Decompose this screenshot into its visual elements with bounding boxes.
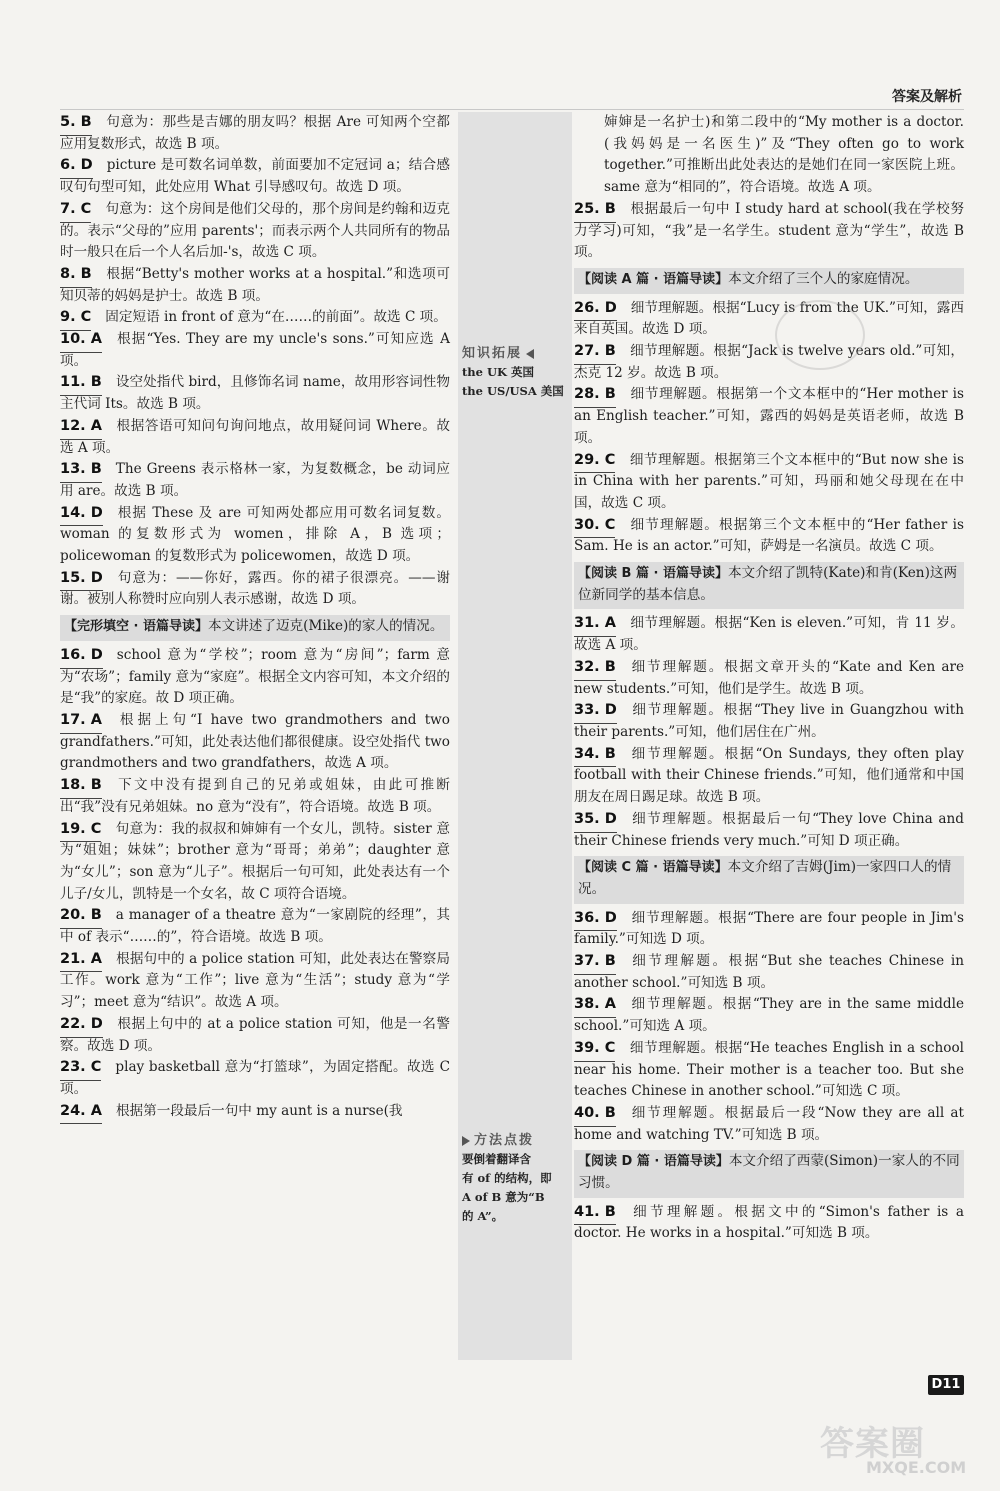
tip-line: A of B 意为“B [462,1190,545,1204]
answer-explanation: school 意为“学校”；room 意为“房间”；farm 意为“农场”；family 意为“家庭”。根据全文内容可知，本文介绍的是“我”的家庭。故 D 项正确。 [60,646,450,707]
answer-item [574,341,964,384]
answer-explanation: 根据上句“I have two grandmothers and two grandfathers.”可知，此处表达他们都很健康。设空处指代 two grandmothers and two grandfathers，故选 A 项。 [60,711,450,772]
answer-explanation: 细节理解题。根据“Lucy is from the UK.”可知，露西来自英国。故选 D 项。 [574,299,964,338]
site-logo: 答案圈 [820,1424,925,1464]
answer-explanation: 固定短语 in front of 意为“在……的前面”。故选 C 项。 [105,309,447,326]
tip-line: the US/USA 美国 [462,384,564,398]
answer-number: 10. A [60,329,102,351]
answer-explanation: 细节理解题。根据“Ken is eleven.”可知，肯 11 岁。故选 A 项。 [574,615,964,654]
answer-explanation: a manager of a theatre 意为“一家剧院的经理”，其中 of 表示“……的”，符合语境。故选 B 项。 [60,907,450,946]
answer-item [60,1101,450,1123]
answer-explanation: The Greens 表示格林一家，为复数概念，be 动词应用 are。故选 B 项。 [60,461,450,499]
method-tip [462,1131,552,1226]
guide-tag: 【阅读 C 篇 · 语篇导读】 [578,860,728,876]
answer-item [60,710,450,775]
answer-item [60,949,450,1014]
answer-number: 28. B [574,384,616,406]
answer-explanation: 细节理解题。根据“On Sundays, they often play football with their Chinese friends.”可知，他们通常和中国朋友在周日踢足球。故选 B 项。 [574,745,964,806]
answer-explanation: 细节理解题。根据“They live in Guangzhou with their parents.”可知，他们居住在广州。 [574,702,964,740]
tip-line: the UK 英国 [462,365,535,379]
arrow-left-icon [526,349,534,359]
answer-item [60,1014,450,1057]
answer-number: 17. A [60,710,102,732]
answer-item [60,775,450,818]
guide-text: 本文介绍了凯特(Kate)和肯(Ken)这两位新同学的基本信息。 [578,565,958,603]
tip-line: 有 of 的结构，即 [462,1171,552,1185]
answer-item [60,329,450,372]
answer-explanation: 细节理解题。根据“But she teaches Chinese in another school.”可知选 B 项。 [574,953,964,991]
answer-number: 36. D [574,908,617,930]
answer-number: 39. C [574,1038,615,1060]
answer-explanation: 根据“Yes. They are my uncle's sons.”可知应选 A 项。 [60,331,450,369]
answer-number: 13. B [60,459,102,481]
answer-item [574,613,964,656]
answer-item [60,155,450,198]
answer-explanation: 细节理解题。根据最后一句“They love China and their Chinese friends very much.”可知 D 项正确。 [574,810,964,849]
answer-explanation: 细节理解题。根据第三个文本框中的“But now she is in China with her parents.”可知，玛丽和她父母现在在中国，故选 C 项。 [574,451,964,511]
answer-explanation: 细节理解题。根据“There are four people in Jim's family.”可知选 D 项。 [574,909,964,948]
answer-number: 25. B [574,199,616,221]
answer-explanation: 根据第一段最后一句中 my aunt is a nurse(我 [115,1102,403,1119]
answer-number: 21. A [60,949,102,971]
guide-text: 本文讲述了迈克(Mike)的家人的情况。 [208,618,444,635]
guide-text: 本文介绍了西蒙(Simon)一家人的不同习惯。 [578,1153,960,1192]
method-tip-body [462,1150,552,1226]
reading-d-guide [574,1150,964,1197]
knowledge-tip [462,344,564,401]
answer-item [60,112,450,155]
answer-item [574,994,964,1037]
answer-item [574,1038,964,1103]
answer-item [574,908,964,951]
answer-number: 38. A [574,994,616,1016]
answer-number: 34. B [574,744,616,766]
answer-number: 15. D [60,568,103,590]
answer-number: 27. B [574,341,616,363]
tip-line: 的 A”。 [462,1209,504,1223]
answer-item [574,951,964,994]
answer-explanation: 下文中没有提到自己的兄弟或姐妹，由此可推断出“我”没有兄弟姐妹。no 意为“没有”，符合语境。故选 B 项。 [60,777,450,815]
answer-item [60,416,450,459]
guide-tag: 【阅读 D 篇 · 语篇导读】 [578,1154,729,1170]
answer-number: 33. D [574,700,617,722]
answer-number: 14. D [60,503,103,525]
answer-explanation: 细节理解题。根据文中的“Simon's father is a doctor. He works in a hospital.”可知选 B 项。 [574,1203,964,1242]
answer-explanation: picture 是可数名词单数，前面要加不定冠词 a；结合感叹句句型可知，此处应用 What 引导感叹句。故选 D 项。 [60,157,450,196]
header-divider [60,109,964,110]
answer-explanation: 细节理解题。根据第三个文本框中的“Her father is Sam. He is an actor.”可知，萨姆是一名演员。故选 C 项。 [574,516,964,555]
answer-item [574,744,964,809]
answer-number: 19. C [60,819,101,841]
answer-number: 30. C [574,515,615,537]
answer-explanation: 细节理解题。根据“Jack is twelve years old.”可知，杰克 12 岁。故选 B 项。 [574,343,964,381]
answer-number: 20. B [60,905,102,927]
cloze-guide [60,615,450,641]
answer-explanation: 句意为：这个房间是他们父母的，那个房间是约翰和迈克的。表示“父母的”应用 parents'；而表示两个人共同所有的物品时一般只在后一个人名后加-'s，故选 C 项。 [60,200,450,261]
answer-explanation: 细节理解题。根据最后一段“Now they are all at home and watching TV.”可知选 B 项。 [574,1104,964,1143]
answer-explanation: 根据答语可知问句询问地点，故用疑问词 Where。故选 A 项。 [60,417,450,456]
section-title: 答案及解析 [892,89,962,105]
answer-number: 6. D [60,155,93,177]
answer-item [574,809,964,852]
page-number: D11 [928,1375,964,1395]
answer-item [60,372,450,415]
answer-item [60,819,450,906]
right-column [574,112,964,1245]
answer-item [574,199,964,264]
knowledge-tip-body [462,363,564,401]
answer-number: 11. B [60,372,102,394]
answer-item [574,1202,964,1245]
reading-a-guide [574,268,964,294]
answer-item [574,298,964,341]
answer-explanation: 细节理解题。根据文章开头的“Kate and Ken are new students.”可知，他们是学生。故选 B 项。 [574,658,964,697]
stamp-mark [775,300,865,370]
left-column [60,112,450,1122]
answer-number: 35. D [574,809,617,831]
answer-item [574,515,964,558]
answer-explanation: 句意为：我的叔叔和婶婶有一个女儿，凯特。sister 意为“姐姐；妹妹”；brother 意为“哥哥；弟弟”；daughter 意为“女儿”；son 意为“儿子”。根据后一句可知，此处表达有一个儿子/女儿，凯特是一个女名，故 C 项符合语境。 [60,820,450,902]
answer-item [60,503,450,568]
answer-explanation: 根据上句中的 at a police station 可知，他是一名警察。故选 D 项。 [60,1015,450,1054]
guide-tag: 【完形填空 · 语篇导读】 [64,619,208,635]
answer-item [60,1057,450,1100]
reading-c-guide [574,856,964,903]
answer-number: 16. D [60,645,103,667]
answer-number: 9. C [60,307,91,329]
answer-explanation: 根据句中的 a police station 可知，此处表达在警察局工作。work 意为“工作”；live 意为“生活”；study 意为“学习”；meet 意为“结识”。故选 A 项。 [60,950,450,1011]
answer-number: 40. B [574,1103,616,1125]
guide-text: 本文介绍了三个人的家庭情况。 [728,270,919,287]
answer-number: 24. A [60,1101,102,1123]
answer-item [574,700,964,743]
answer-number: 18. B [60,775,102,797]
answer-item [60,264,450,307]
answer-item [574,450,964,515]
guide-tag: 【阅读 A 篇 · 语篇导读】 [578,271,729,287]
answer-number: 29. C [574,450,615,472]
answer-number: 7. C [60,199,91,221]
knowledge-tip-title: 知识拓展 [462,344,564,363]
answer-item [60,645,450,710]
answer-item [60,568,450,611]
answer-number: 5. B [60,112,92,134]
site-url: MXQE.COM [866,1458,967,1477]
tip-line: 要倒着翻译含 [462,1152,531,1166]
guide-text: 本文介绍了吉姆(Jim)一家四口人的情况。 [578,859,952,897]
continued-text: 婶婶是一名护士)和第二段中的“My mother is a doctor.(我妈妈是一名医生)”及“They often go to work together.”可推断出此处表达的是她们在同一家医院上班。same 意为“相同的”，符合语境。故选 A 项。 [604,114,964,196]
answer-explanation: 设空处指代 bird，且修饰名词 name，故用形容词性物主代词 Its。故选 B 项。 [60,374,450,413]
answer-item [60,199,450,264]
answer-item [60,307,450,329]
answer-explanation: 根据最后一句中 I study hard at school(我在学校努力学习)可知，“我”是一名学生。student 意为“学生”，故选 B 项。 [574,200,964,261]
answer-explanation: 细节理解题。根据“He teaches English in a school near his home. Their mother is a teacher too. But she teaches Chinese in another school.”可知选 C 项。 [574,1039,964,1100]
answer-item [574,1103,964,1146]
answer-explanation: 句意为：那些是吉娜的朋友吗？根据 Are 可知两个空都应用复数形式，故选 B 项。 [60,114,450,152]
answer-item [60,459,450,502]
answer-number: 31. A [574,613,616,635]
answer-item [574,657,964,700]
answer-explanation: 根据 These 及 are 可知两处都应用可数名词复数。woman 的复数形式为 women，排除 A，B 选项；policewoman 的复数形式为 policewomen，故选 D 项。 [60,504,450,565]
arrow-right-icon [462,1136,470,1146]
answer-explanation: play basketball 意为“打篮球”，为固定搭配。故选 C 项。 [60,1059,450,1097]
answer-number: 12. A [60,416,102,438]
answer-explanation: 根据“Betty's mother works at a hospital.”和选项可知贝蒂的妈妈是护士。故选 B 项。 [60,265,450,304]
answer-explanation: 细节理解题。根据“They are in the same middle school.”可知选 A 项。 [574,996,964,1035]
answer-number: 23. C [60,1057,101,1079]
answer-number: 22. D [60,1014,103,1036]
answer-number: 41. B [574,1202,616,1224]
reading-b-guide [574,562,964,609]
guide-tag: 【阅读 B 篇 · 语篇导读】 [578,566,728,582]
answer-explanation: 句意为：——你好，露西。你的裙子很漂亮。——谢谢。被别人称赞时应向别人表示感谢，故选 D 项。 [60,569,450,608]
answer-item [60,905,450,948]
answer-number: 37. B [574,951,616,973]
answer-explanation: 细节理解题。根据第一个文本框中的“Her mother is an English teacher.”可知，露西的妈妈是英语老师，故选 B 项。 [574,386,964,446]
answer-number: 26. D [574,298,617,320]
answer-item [574,384,964,449]
method-tip-title: 方法点拨 [462,1131,552,1150]
answer-number: 8. B [60,264,92,286]
answer-number: 32. B [574,657,616,679]
